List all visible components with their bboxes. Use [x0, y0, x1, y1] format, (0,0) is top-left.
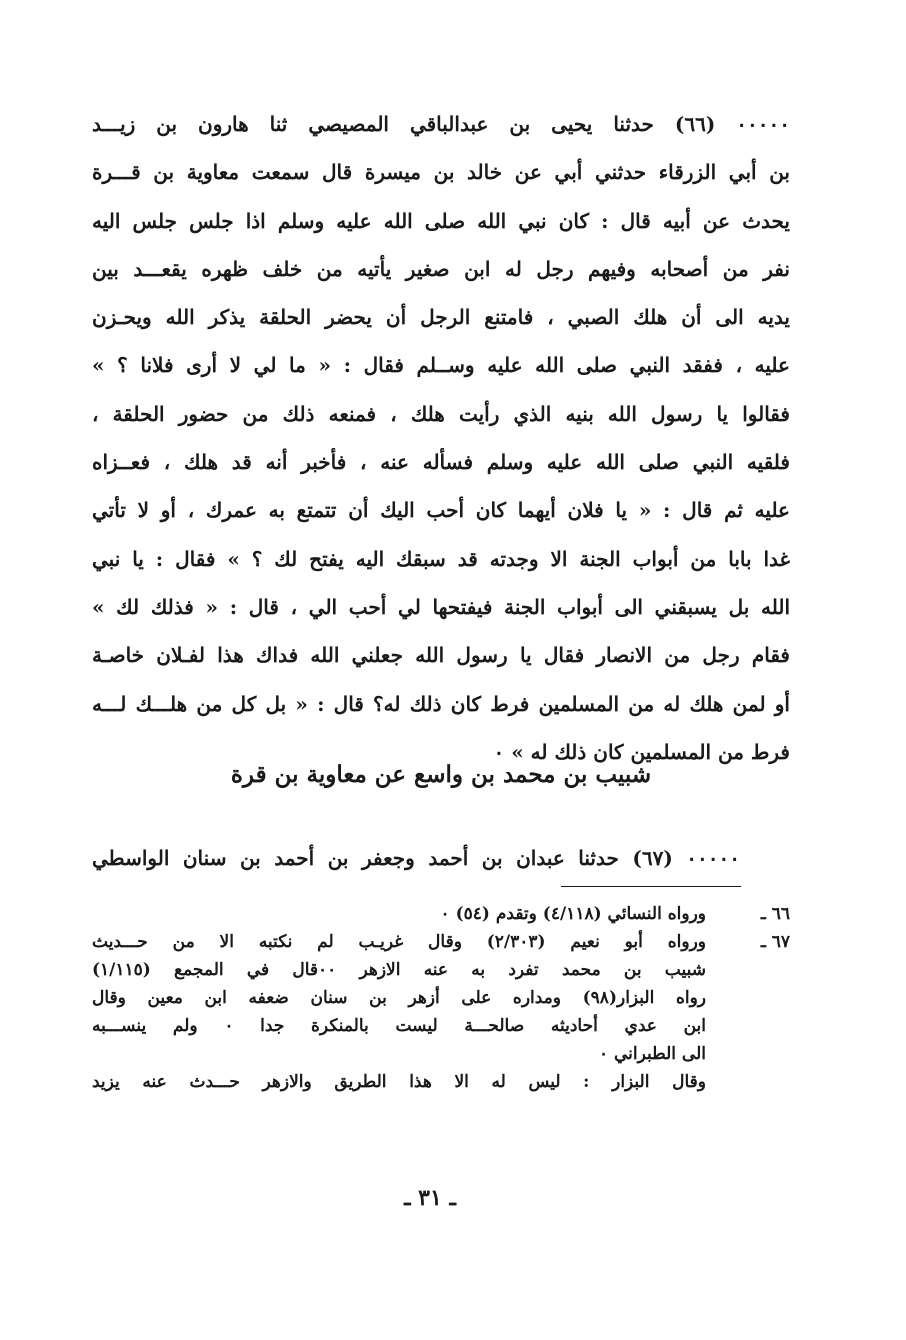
text-line: يحدث عن أبيه قال : كان نبي الله صلى الله عليه وسلم اذا جلس جلس اليه [92, 208, 790, 233]
footnote-number: ٦٧ ـ [760, 932, 790, 952]
text-line: الله بل يسبقني الى أبواب الجنة فيفتحها لي أحب الي ، قال : « فذلك لك » [92, 594, 790, 619]
footnote-line: الى الطبراني ٠ [598, 1044, 706, 1064]
footnote-divider [561, 886, 741, 887]
footnote-line: ورواه النسائي (٤/١١٨) وتقدم (٥٤) ٠ [440, 904, 706, 924]
page-number: ـ ٣١ ـ [404, 1185, 456, 1211]
footnote-continuation-line: وقال البزار : ليس له الا هذا الطريق والازهر حـــدث عنه يزيد [92, 1072, 706, 1092]
text-line: ٠٠٠٠٠ (٦٦) حدثنا يحيى بن عبدالباقي المصيصي ثنا هارون بن زيـــد [92, 112, 790, 136]
footnote-number: ٦٦ ـ [760, 904, 790, 924]
footnote-item [92, 928, 790, 1068]
footnote-line: ابن عدي أحاديثه صالحـــة ليست بالمنكرة جدا ٠ ولم ينســـبه [92, 1016, 706, 1036]
section-intro-line: ٠٠٠٠٠ (٦٧) حدثنا عبدان بن أحمد وجعفر بن أحمد بن سنان الواسطي [92, 846, 740, 870]
text-line: نفر من أصحابه وفيهم رجل له ابن صغير يأتيه من خلف ظهره يقعـــد بين [92, 256, 790, 281]
footnote-line: ورواه أبو نعيم (٢/٣٠٣) وقال غريـب لم نكتبه الا من حـــديث [92, 932, 706, 952]
text-line: فقالوا يا رسول الله بنيه الذي رأيت هلك ، فمنعه ذلك من حضور الحلقة ، [92, 401, 790, 426]
text-line: فقام رجل من الانصار فقال يا رسول الله جعلني الله فداك هذا لفـلان خاصـة [92, 643, 790, 668]
footnote-line: شبيب بن محمد تفرد به عنه الازهر ٠٠قال في المجمع (١/١١٥) [92, 960, 706, 980]
footnote-text [92, 900, 706, 928]
text-line: عليه ثم قال : « يا فلان أيهما كان أحب اليك أن تتمتع به عمرك ، أو لا تأتي [92, 498, 790, 523]
section-heading: شبيب بن محمد بن واسع عن معاوية بن قرة [230, 761, 652, 788]
text-line: عليه ، ففقد النبي صلى الله عليه وســلم فقال : « ما لي لا أرى فلانا ؟ » [92, 353, 790, 378]
text-line: فلقيه النبي صلى الله عليه وسلم فسأله عنه ، فأخبر أنه قد هلك ، فعــزاه [92, 450, 790, 475]
text-line: يديه الى أن هلك الصبي ، فامتنع الرجل أن يحضر الحلقة يذكر الله ويحـزن [92, 305, 790, 330]
text-line: فرط من المسلمين كان ذلك له » ٠ [493, 739, 790, 764]
footnote-item [92, 900, 790, 928]
text-line: بن أبي الزرقاء حدثني أبي عن خالد بن ميسرة قال سمعت معاوية بن قـــرة [92, 160, 790, 185]
text-line: أو لمن هلك له من المسلمين فرط كان ذلك له؟ قال : « بل كل من هلـــك لـــه [92, 691, 790, 716]
footnote-text [92, 928, 706, 1068]
hadith-paragraph [92, 100, 790, 776]
text-line: غدا بابا من أبواب الجنة الا وجدته قد سبقك اليه يفتح لك ؟ » فقال : يا نبي [92, 546, 790, 571]
footnote-line: رواه البزار(٩٨) ومداره على أزهر بن سنان ضعفه ابن معين وقال [92, 988, 706, 1008]
footnotes [92, 900, 790, 1096]
